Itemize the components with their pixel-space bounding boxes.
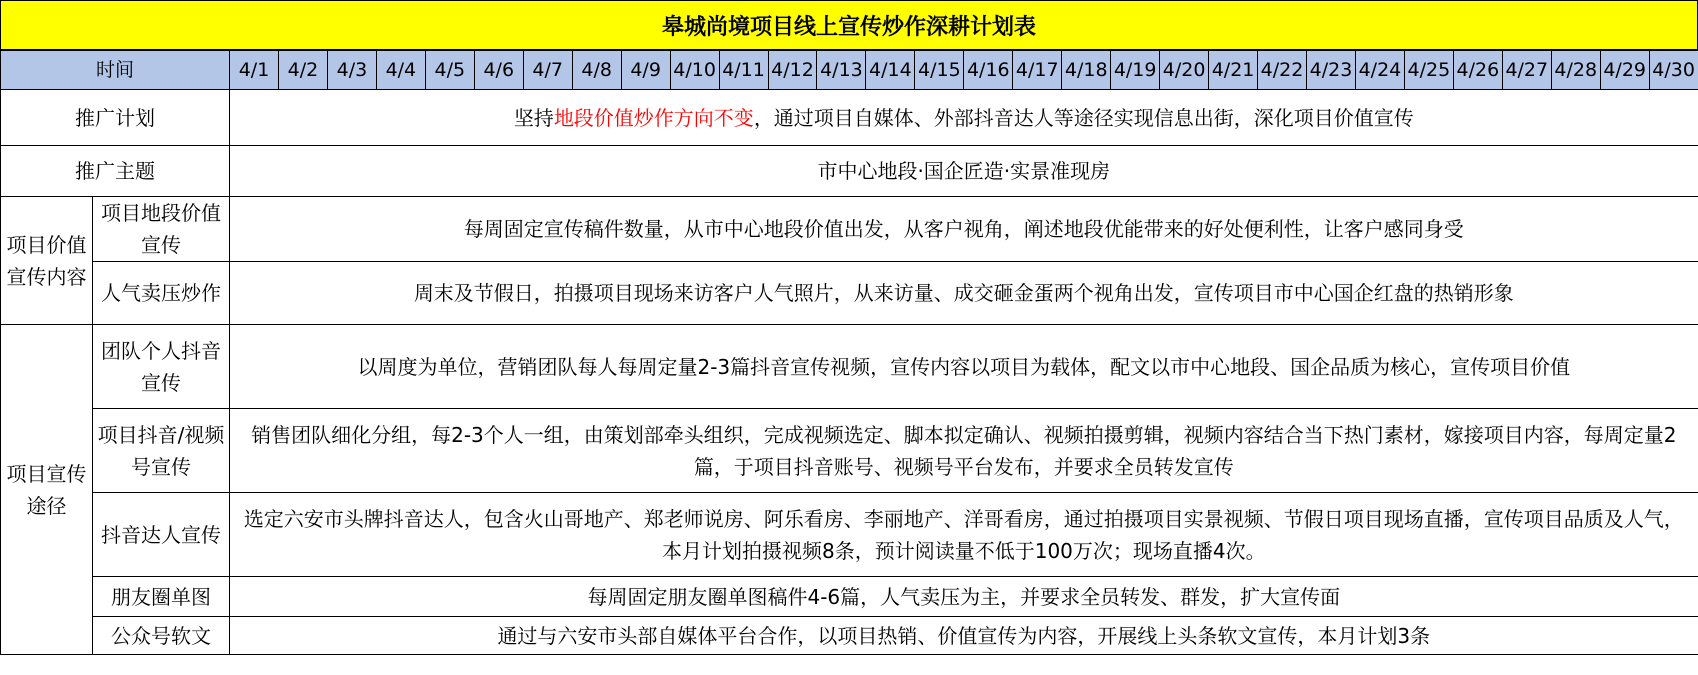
- value-row-2-label: 人气卖压炒作: [93, 262, 230, 325]
- date-cell: 4/28: [1551, 51, 1600, 90]
- value-group-label: 项目价值宣传内容: [1, 197, 93, 325]
- date-cell: 4/2: [278, 51, 327, 90]
- channel-row-5: [1, 617, 1698, 655]
- date-cell: 4/7: [523, 51, 572, 90]
- date-cell: 4/25: [1404, 51, 1453, 90]
- plan-text: [230, 90, 1698, 146]
- date-cell: 4/5: [425, 51, 474, 90]
- channel-row-2-label: 项目抖音/视频号宣传: [93, 409, 230, 493]
- date-cell: 4/9: [621, 51, 670, 90]
- channel-row-1-text: 以周度为单位，营销团队每人每周定量2-3篇抖音宣传视频，宣传内容以项目为载体，配文以市中心地段、国企品质为核心，宣传项目价值: [230, 325, 1698, 409]
- date-cell: 4/29: [1600, 51, 1649, 90]
- channel-row-4-text: 每周固定朋友圈单图稿件4-6篇，人气卖压为主，并要求全员转发、群发，扩大宣传面: [230, 577, 1698, 617]
- plan-text-after: ，通过项目自媒体、外部抖音达人等途径实现信息出街，深化项目价值宣传: [753, 105, 1414, 130]
- theme-label: 推广主题: [1, 146, 230, 197]
- date-cell: 4/17: [1013, 51, 1062, 90]
- date-cell: 4/1: [230, 51, 279, 90]
- plan-row: [1, 90, 1698, 146]
- date-cell: 4/3: [327, 51, 376, 90]
- date-cell: 4/8: [572, 51, 621, 90]
- date-cell: 4/12: [768, 51, 817, 90]
- time-label: 时间: [1, 51, 230, 90]
- date-cell: 4/16: [964, 51, 1013, 90]
- channel-row-2: [1, 409, 1698, 493]
- channel-row-4: [1, 577, 1698, 617]
- channel-row-5-text: 通过与六安市头部自媒体平台合作，以项目热销、价值宣传为内容，开展线上头条软文宣传，本月计划3条: [230, 617, 1698, 655]
- plan-text-before: 坚持: [513, 105, 554, 130]
- theme-row: [1, 146, 1698, 197]
- sheet-title: 皋城尚境项目线上宣传炒作深耕计划表: [0, 0, 1698, 50]
- date-cell: 4/15: [915, 51, 964, 90]
- channel-row-1: [1, 325, 1698, 409]
- date-cell: 4/23: [1306, 51, 1355, 90]
- channel-row-4-label: 朋友圈单图: [93, 577, 230, 617]
- date-cell: 4/21: [1209, 51, 1258, 90]
- date-cell: 4/20: [1160, 51, 1209, 90]
- plan-table: [0, 50, 1698, 655]
- channel-row-3-text: 选定六安市头牌抖音达人，包含火山哥地产、郑老师说房、阿乐看房、李丽地产、洋哥看房，通过拍摄项目实景视频、节假日项目现场直播，宣传项目品质及人气，本月计划拍摄视频8条，预计阅读量不低于100万次；现场直播4次。: [230, 493, 1698, 577]
- date-cell: 4/19: [1111, 51, 1160, 90]
- theme-text: 市中心地段·国企匠造·实景准现房: [230, 146, 1698, 197]
- date-cell: 4/24: [1355, 51, 1404, 90]
- value-row-1-label: 项目地段价值宣传: [93, 197, 230, 262]
- channel-row-2-text: 销售团队细化分组，每2-3个人一组，由策划部牵头组织，完成视频选定、脚本拟定确认、视频拍摄剪辑，视频内容结合当下热门素材，嫁接项目内容，每周定量2篇，于项目抖音账号、视频号平台发布，并要求全员转发宣传: [230, 409, 1698, 493]
- channel-group-label: 项目宣传途径: [1, 325, 93, 655]
- date-cell: 4/22: [1258, 51, 1307, 90]
- date-cell: 4/13: [817, 51, 866, 90]
- channel-row-5-label: 公众号软文: [93, 617, 230, 655]
- channel-row-1-label: 团队个人抖音宣传: [93, 325, 230, 409]
- value-row-2-text: 周末及节假日，拍摄项目现场来访客户人气照片，从来访量、成交砸金蛋两个视角出发，宣传项目市中心国企红盘的热销形象: [230, 262, 1698, 325]
- channel-row-3-label: 抖音达人宣传: [93, 493, 230, 577]
- date-header-row: [1, 51, 1698, 90]
- date-cell: 4/6: [474, 51, 523, 90]
- channel-row-3: [1, 493, 1698, 577]
- date-cell: 4/27: [1502, 51, 1551, 90]
- date-cell: 4/10: [670, 51, 719, 90]
- date-cell: 4/11: [719, 51, 768, 90]
- value-row-2: [1, 262, 1698, 325]
- value-row-1-text: 每周固定宣传稿件数量，从市中心地段价值出发，从客户视角，阐述地段优能带来的好处便利性，让客户感同身受: [230, 197, 1698, 262]
- date-cell: 4/14: [866, 51, 915, 90]
- date-cell: 4/26: [1453, 51, 1502, 90]
- plan-text-highlight: 地段价值炒作方向不变: [553, 105, 754, 130]
- value-row-1: [1, 197, 1698, 262]
- date-cell: 4/4: [376, 51, 425, 90]
- date-cell: 4/18: [1062, 51, 1111, 90]
- date-cell: 4/30: [1649, 51, 1698, 90]
- plan-label: 推广计划: [1, 90, 230, 146]
